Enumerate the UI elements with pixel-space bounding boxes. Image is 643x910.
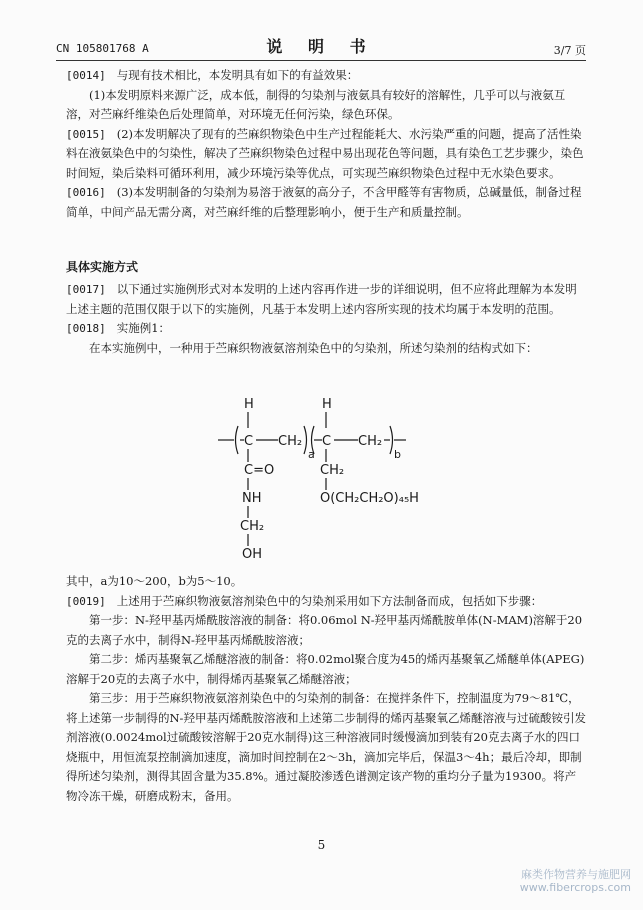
paragraph-0016 <box>66 183 586 222</box>
group-peg-chain: O(CH₂CH₂O)₄₅H <box>320 491 419 506</box>
step-3: 第三步：用于苎麻织物液氨溶剂染色中的匀染剂的制备：在搅拌条件下，控制温度为79～81℃，将上述第一步制得的N-羟甲基丙烯酰胺溶液和上述第二步制得的烯丙基聚氧乙烯醚溶液与过硫酸铵引发剂溶液(0.0024mol过硫酸铵溶解于20克水制得)这三种溶液同时缓慢滴加到装有20克去离子水的四口烧瓶中，用恒流泵控制滴加速度，滴加时间控制在2～3h，滴加完毕后，保温3～4h；最后冷却，即制得所述匀染剂，测得其固含量为35.8%。通过凝胶渗透色谱测定该产物的重均分子量为19300。将产物冷冻干燥，研磨成粉末，备用。 <box>66 691 586 803</box>
group-ch2-c: CH₂ <box>240 519 265 534</box>
subscript-a: a <box>308 448 315 461</box>
page-header <box>56 32 586 61</box>
paragraph-0015 <box>66 125 586 184</box>
paragraph-text: (3)本发明制备的匀染剂为易溶于液氨的高分子，不含甲醛等有害物质，总碱量低，制备过程简单，中间产品无需分离，对苎麻纤维的后整理影响小，便于生产和质量控制。 <box>66 185 582 219</box>
paragraph-number: [0015] <box>66 127 106 141</box>
paragraph-number: [0016] <box>66 186 106 199</box>
embodiment-block <box>66 280 586 358</box>
paragraph-text: 上述用于苎麻织物液氨溶剂染色中的匀染剂采用如下方法制备而成，包括如下步骤： <box>116 593 543 608</box>
advantages-block <box>66 66 586 222</box>
page-indicator: 3/7 页 <box>553 44 586 57</box>
paragraph-number: [0018] <box>66 322 106 335</box>
page-number: 5 <box>317 838 326 852</box>
paragraph-0018-text: 在本实施例中，一种用于苎麻织物液氨溶剂染色中的匀染剂，所述匀染剂的结构式如下： <box>89 340 538 355</box>
step-1: 第一步：N-羟甲基丙烯酰胺溶液的制备：将0.06mol N-羟甲基丙烯酰胺单体(N-MAM)溶解于20克的去离子水中，制得N-羟甲基丙烯酰胺溶液； <box>66 613 583 647</box>
document-title: 说 明 书 <box>266 37 376 56</box>
atom-c2: C <box>322 434 332 449</box>
atom-h2: H <box>322 397 332 412</box>
watermark-line2: www.fibercrops.com <box>519 881 631 894</box>
patent-number: CN 105801768 A <box>56 42 149 55</box>
paragraph-number: [0019] <box>66 594 106 608</box>
paragraph-0018 <box>66 319 586 339</box>
paragraph-0019 <box>66 592 586 612</box>
synthesis-block <box>66 572 586 806</box>
watermark-line1: 麻类作物营养与施肥网 <box>521 868 631 881</box>
step-2: 第二步：烯丙基聚氧乙烯醚溶液的制备：将0.02mol聚合度为45的烯丙基聚氧乙烯醚单体(APEG)溶解于20克的去离子水中，制得烯丙基聚氧乙烯醚溶液； <box>66 652 585 686</box>
example-label: 实施例1： <box>116 321 171 335</box>
paragraph-0017 <box>66 280 586 319</box>
paragraph-0014 <box>66 66 586 86</box>
paragraph-text: (2)本发明解决了现有的苎麻织物染色中生产过程能耗大、水污染严重的问题，提高了活性染料在液氨染色中的匀染性，解决了苎麻织物染色过程中易出现花色等问题，具有染色工艺步骤少，染色时间短，染后染料可循环利用，减少环境污染等优点，可实现苎麻织物染色过程中无水染色要求。 <box>66 126 584 180</box>
paragraph-0014-item1: (1)本发明原料来源广泛，成本低，制得的匀染剂与液氨具有较好的溶解性，几乎可以与液氨互溶，对苎麻纤维染色后处理简单，对环境无任何污染，绿色环保。 <box>66 87 566 121</box>
group-ch2-d: CH₂ <box>320 463 345 478</box>
watermark <box>520 868 631 894</box>
paragraph-text: 与现有技术相比，本发明具有如下的有益效果： <box>116 68 359 82</box>
paragraph-number: [0017] <box>66 283 106 296</box>
paragraph-number: [0014] <box>66 69 106 82</box>
range-note: 其中，a为10～200，b为5～10。 <box>66 574 243 588</box>
section-heading: 具体实施方式 <box>66 260 139 274</box>
group-ch2-b: CH₂ <box>358 434 383 449</box>
group-oh: OH <box>242 547 263 562</box>
subscript-b: b <box>394 448 401 461</box>
atom-h1: H <box>244 397 254 412</box>
group-nh: NH <box>242 491 262 506</box>
structural-formula <box>200 392 500 572</box>
group-carbonyl: C=O <box>244 463 275 478</box>
group-ch2-a: CH₂ <box>278 434 303 449</box>
paragraph-text: 以下通过实施例形式对本发明的上述内容再作进一步的详细说明，但不应将此理解为本发明上述主题的范围仅限于以下的实施例，凡基于本发明上述内容所实现的技术均属于本发明的范围。 <box>66 282 577 316</box>
atom-c1: C <box>244 434 254 449</box>
